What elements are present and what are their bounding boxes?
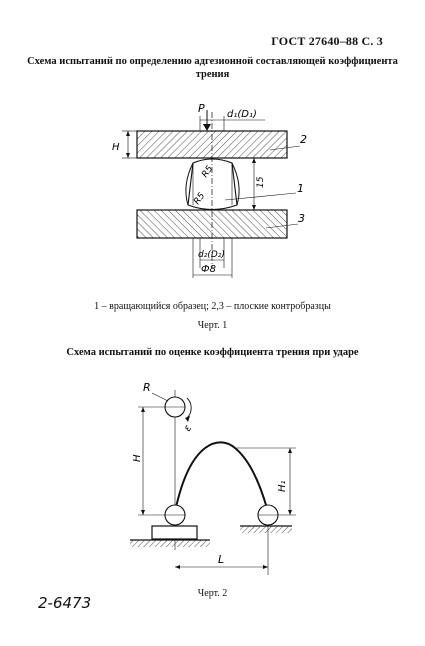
label-R: R [143,381,151,394]
label-3: 3 [298,212,305,225]
handwritten-note: 2-6473 [38,594,92,612]
label-P: P [198,102,205,115]
figure1-caption: 1 – вращающийся образец; 2,3 – плоские контробразцы [94,301,331,312]
label-R5-bottom: R5 [192,191,208,207]
label-H: H [112,142,120,153]
label-d1: d₁(D₁) [227,109,257,120]
label-H-fig2: H [132,454,143,462]
label-H1: H₁ [277,480,288,492]
label-15: 15 [256,176,266,188]
figure1-title: Схема испытаний по определению адгезионной составляющей коэффициента трения [27,56,398,80]
label-L: L [218,553,225,566]
label-d2: d₂(D₂) [198,250,225,260]
label-phi8: Ф8 [201,264,216,275]
figure2-title: Схема испытаний по оценке коэффициента трения при ударе [66,347,359,358]
label-2: 2 [300,133,307,146]
figure1-number: Черт. 1 [197,320,228,331]
anvil-block [152,526,197,539]
label-epsilon: ε [182,423,195,434]
page-header: ГОСТ 27640–88 С. 3 [271,34,383,48]
label-1: 1 [297,182,304,195]
label-R5-top: R5 [200,164,216,180]
figure2-number: Черт. 2 [197,588,228,599]
figure2-diagram [130,381,296,575]
trajectory-arc [175,442,268,512]
